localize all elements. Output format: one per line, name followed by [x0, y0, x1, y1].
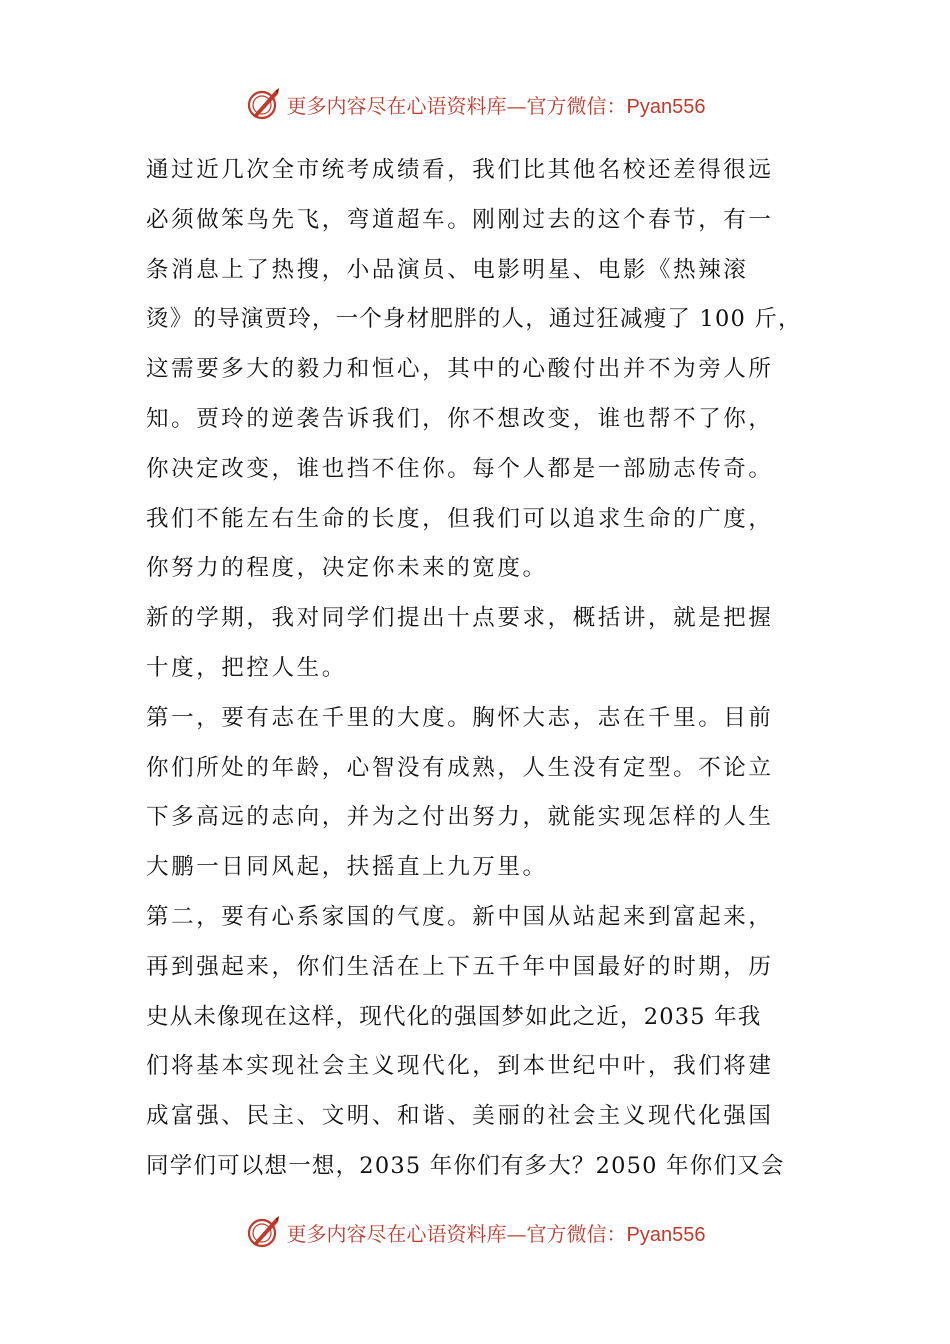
body-line: 通过近几次全市统考成绩看，我们比其他名校还差得很远 [146, 157, 774, 183]
body-line: 知。贾玲的逆袭告诉我们，你不想改变，谁也帮不了你， [146, 405, 774, 432]
body-line: 你们所处的年龄，心智没有成熟，人生没有定型。不论立 [146, 754, 774, 781]
body-line: 必须做笨鸟先飞，弯道超车。刚刚过去的这个春节，有一 [146, 206, 774, 233]
body-line: 烫》的导演贾玲，一个身材肥胖的人，通过狂减瘦了 100 斤， [146, 306, 802, 333]
body-line: 十度，把控人生。 [146, 654, 347, 681]
footer-banner [0, 1210, 950, 1254]
body-line: 你决定改变，谁也挡不住你。每个人都是一部励志传奇。 [146, 455, 774, 482]
footer-wechat-id: Pyan556 [626, 1223, 706, 1246]
body-line: 们将基本实现社会主义现代化，到本世纪中叶，我们将建 [146, 1053, 774, 1080]
body-line: 第一，要有志在千里的大度。胸怀大志，志在千里。目前 [146, 704, 774, 731]
header-banner [0, 82, 950, 126]
footer-banner-text: 更多内容尽在心语资料库—官方微信：Pyan556 [286, 1221, 706, 1246]
quill-logo-icon [245, 86, 281, 122]
body-line: 大鹏一日同风起，扶摇直上九万里。 [146, 854, 548, 881]
body-line: 史从未像现在这样，现代化的强国梦如此之近，2035 年我 [146, 1003, 762, 1030]
document-body [146, 146, 816, 1192]
header-banner-text: 更多内容尽在心语资料库—官方微信：Pyan556 [286, 93, 706, 118]
body-line: 成富强、民主、文明、和谐、美丽的社会主义现代化强国 [146, 1103, 774, 1130]
body-line: 下多高远的志向，并为之付出努力，就能实现怎样的人生 [146, 804, 774, 831]
body-line: 第二，要有心系家国的气度。新中国从站起来到富起来， [146, 903, 774, 930]
quill-logo-icon [245, 1214, 281, 1250]
body-line: 这需要多大的毅力和恒心，其中的心酸付出并不为旁人所 [146, 356, 774, 383]
header-wechat-id: Pyan556 [626, 95, 706, 118]
body-line: 我们不能左右生命的长度，但我们可以追求生命的广度， [146, 505, 774, 532]
body-line: 条消息上了热搜，小品演员、电影明星、电影《热辣滚 [146, 256, 749, 283]
body-line: 新的学期，我对同学们提出十点要求，概括讲，就是把握 [146, 605, 774, 632]
body-line: 同学们可以想一想，2035 年你们有多大？2050 年你们又会 [146, 1152, 785, 1179]
body-line: 再到强起来，你们生活在上下五千年中国最好的时期，历 [146, 953, 774, 980]
body-line: 你努力的程度，决定你未来的宽度。 [146, 555, 548, 582]
